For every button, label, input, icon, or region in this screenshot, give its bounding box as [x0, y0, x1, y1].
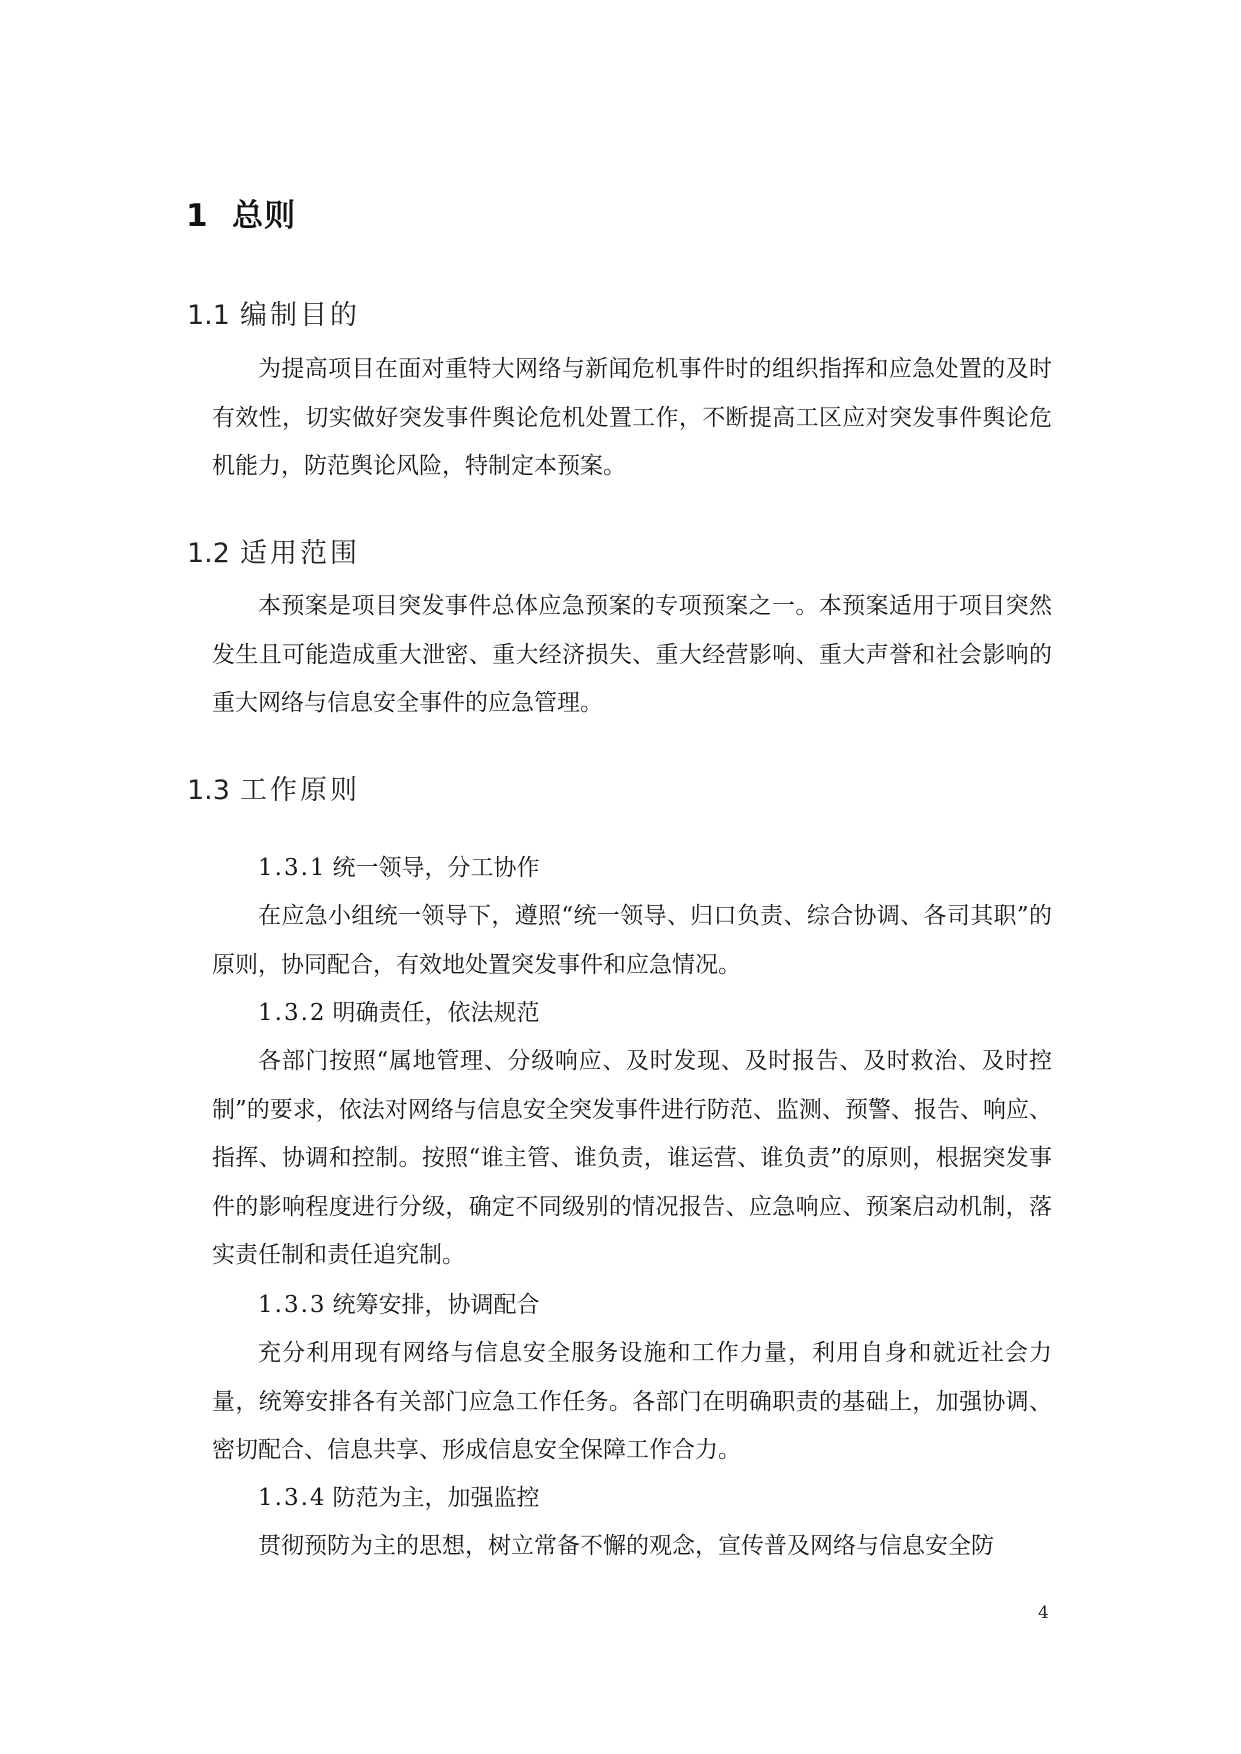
subsection-paragraph-1-3-3: 充分利用现有网络与信息安全服务设施和工作力量，利用自身和就近社会力量，统筹安排各有关部门应急工作任务。各部门在明确职责的基础上，加强协调、密切配合、信息共享、形成信息安全保障工作合力。: [212, 1340, 1052, 1463]
subsection-paragraph-1-3-2: 各部门按照“属地管理、分级响应、及时发现、及时报告、及时救治、及时控制”的要求，依法对网络与信息安全突发事件进行防范、监测、预警、报告、响应、指挥、协调和控制。按照“谁主管、谁负责，谁运营、谁负责”的原则，根据突发事件的影响程度进行分级，确定不同级别的情况报告、应急响应、预案启动机制，落实责任制和责任追究制。: [212, 1048, 1052, 1268]
section-number: 1.1: [187, 300, 230, 331]
subsection-title: 防范为主，加强监控: [332, 1485, 540, 1511]
subsection-number: 1.3.4: [258, 1485, 327, 1511]
subsection-title: 明确责任，依法规范: [332, 1000, 540, 1026]
subsection-heading-1-3-3: [258, 1281, 540, 1330]
subsection-title: 统筹安排，协调配合: [332, 1292, 540, 1318]
page-number: 4: [1038, 1603, 1049, 1623]
section-heading-1-1: [187, 298, 360, 334]
section-heading-1-3: [187, 773, 360, 809]
subsection-paragraph-1-3-4: 贯彻预防为主的思想，树立常备不懈的观念，宣传普及网络与信息安全防: [258, 1533, 994, 1559]
section-paragraph-1-2: 本预案是项目突发事件总体应急预案的专项预案之一。本预案适用于项目突然发生且可能造成重大泄密、重大经济损失、重大经营影响、重大声誉和社会影响的重大网络与信息安全事件的应急管理。: [212, 593, 1052, 716]
subsection-number: 1.3.2: [258, 1000, 327, 1026]
section-heading-1-2: [187, 536, 360, 572]
section-number: 1.2: [187, 538, 230, 569]
subsection-heading-1-3-2: [258, 989, 540, 1038]
subsection-paragraph-1-3-1: 在应急小组统一领导下，遵照“统一领导、归口负责、综合协调、各司其职”的原则，协同配合，有效地处置突发事件和应急情况。: [212, 903, 1052, 978]
section-number: 1.3: [187, 775, 230, 806]
subsection-number: 1.3.3: [258, 1292, 327, 1318]
section-title: 适用范围: [239, 538, 360, 569]
section-title: 工作原则: [239, 775, 360, 806]
chapter-heading: [186, 196, 296, 236]
section-paragraph-1-1: 为提高项目在面对重特大网络与新闻危机事件时的组织指挥和应急处置的及时有效性，切实做好突发事件舆论危机处置工作，不断提高工区应对突发事件舆论危机能力，防范舆论风险，特制定本预案。: [212, 356, 1052, 479]
subsection-heading-1-3-4: [258, 1474, 540, 1523]
subsection-heading-1-3-1: [258, 844, 540, 893]
subsection-number: 1.3.1: [258, 855, 327, 881]
subsection-title: 统一领导，分工协作: [332, 855, 540, 881]
chapter-number: 1: [186, 198, 209, 234]
section-title: 编制目的: [239, 300, 360, 331]
chapter-title: 总则: [232, 198, 297, 234]
